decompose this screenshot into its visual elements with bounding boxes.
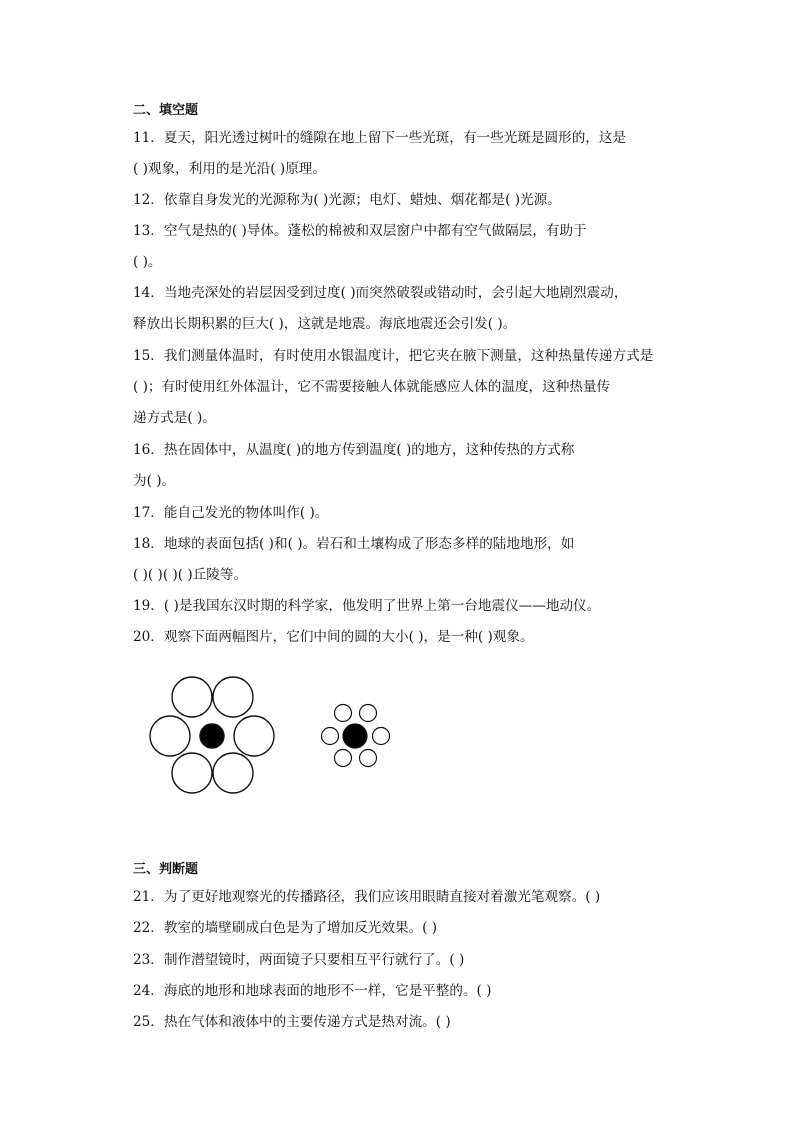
outer-circle <box>360 705 377 722</box>
question-line: ( )( )( )( )丘陵等。 <box>133 567 248 583</box>
circle-size-illusion-figure <box>140 670 410 800</box>
question-line: 20．观察下面两幅图片，它们中间的圆的大小( )，是一种( )观象。 <box>133 629 534 645</box>
question-line: 24．海底的地形和地球表面的地形不一样，它是平整的。( ) <box>133 983 492 999</box>
large-surround-group <box>150 677 274 793</box>
question-line: ( )。 <box>133 254 162 270</box>
question-line: 释放出长期积累的巨大( )，这就是地震。海底地震还会引发( )。 <box>133 316 517 332</box>
outer-circle <box>150 716 190 756</box>
center-circle <box>343 724 367 748</box>
outer-circle <box>335 750 352 767</box>
outer-circle <box>322 728 339 745</box>
question-line: 17．能自己发光的物体叫作( )。 <box>133 505 329 521</box>
center-circle <box>200 724 224 748</box>
question-line: 15．我们测量体温时，有时使用水银温度计，把它夹在腋下测量，这种热量传递方式是 <box>133 348 654 364</box>
question-line: 14．当地壳深处的岩层因受到过度( )而突然破裂或错动时，会引起大地剧烈震动， <box>133 285 628 301</box>
section-heading-true-false: 三、判断题 <box>133 862 199 877</box>
small-surround-group <box>322 705 390 767</box>
outer-circle <box>172 677 212 717</box>
question-line: ( )观象，利用的是光沿( )原理。 <box>133 161 326 177</box>
question-line: ( )；有时使用红外体温计，它不需要接触人体就能感应人体的温度，这种热量传 <box>133 379 611 395</box>
question-line: 16．热在固体中，从温度( )的地方传到温度( )的地方，这种传热的方式称 <box>133 442 575 458</box>
outer-circle <box>360 750 377 767</box>
question-line: 11．夏天，阳光透过树叶的缝隙在地上留下一些光斑，有一些光斑是圆形的，这是 <box>133 130 627 146</box>
question-line: 13．空气是热的( )导体。蓬松的棉被和双层窗户中都有空气做隔层，有助于 <box>133 223 587 239</box>
outer-circle <box>373 728 390 745</box>
question-line: 递方式是( )。 <box>133 410 216 426</box>
question-line: 12．依靠自身发光的光源称为( )光源；电灯、蜡烛、烟花都是( )光源。 <box>133 192 561 208</box>
outer-circle <box>213 677 253 717</box>
question-line: 23．制作潜望镜时，两面镜子只要相互平行就行了。( ) <box>133 952 465 968</box>
question-line: 19．( )是我国东汉时期的科学家，他发明了世界上第一台地震仪——地动仪。 <box>133 598 601 614</box>
question-line: 22．教室的墙壁刷成白色是为了增加反光效果。( ) <box>133 920 438 936</box>
question-line: 21．为了更好地观察光的传播路径，我们应该用眼睛直接对着激光笔观察。( ) <box>133 889 601 905</box>
section-heading-fill-in: 二、填空题 <box>133 103 199 118</box>
question-line: 为( )。 <box>133 473 176 489</box>
outer-circle <box>172 753 212 793</box>
question-line: 18．地球的表面包括( )和( )。岩石和土壤构成了形态多样的陆地地形，如 <box>133 536 575 552</box>
question-line: 25．热在气体和液体中的主要传递方式是热对流。( ) <box>133 1014 451 1030</box>
outer-circle <box>234 716 274 756</box>
outer-circle <box>335 705 352 722</box>
outer-circle <box>213 753 253 793</box>
